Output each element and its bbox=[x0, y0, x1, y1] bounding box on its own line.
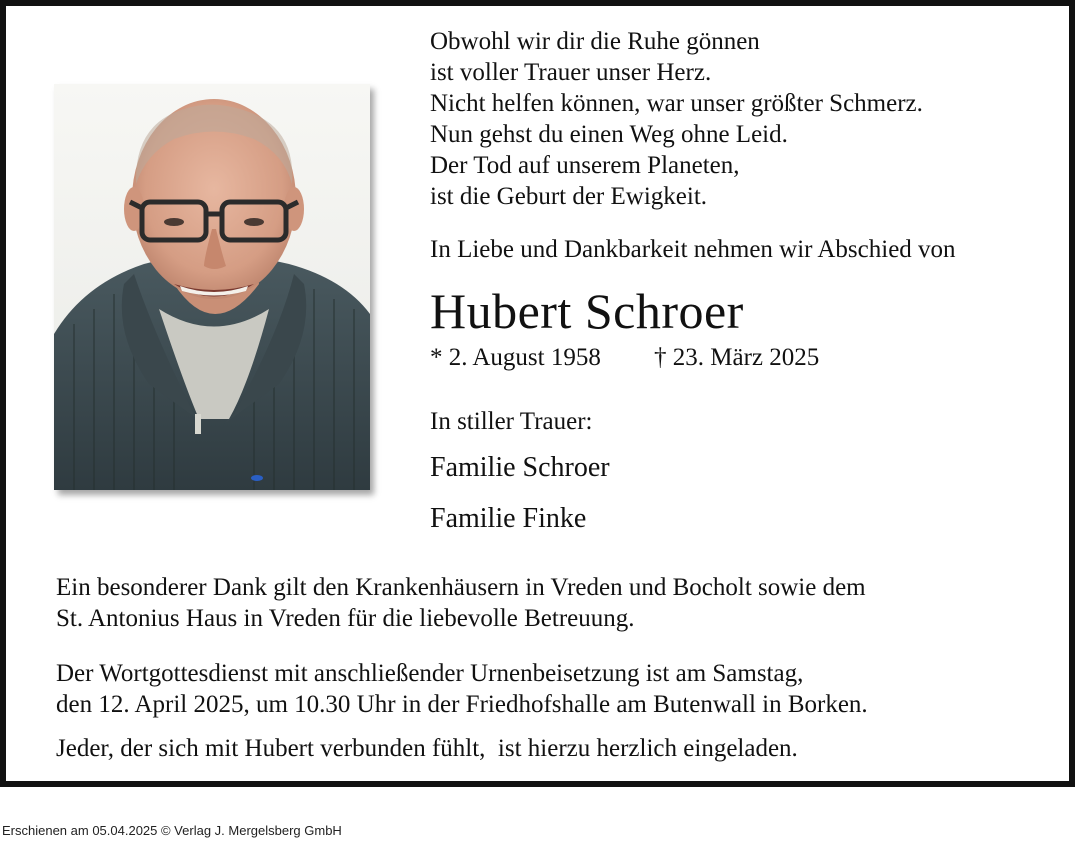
mourner-family: Familie Finke bbox=[430, 503, 587, 534]
thanks-paragraph bbox=[56, 572, 866, 634]
service-line: den 12. April 2025, um 10.30 Uhr in der Friedhofshalle am Butenwall in Borken. bbox=[56, 691, 868, 718]
farewell-intro: In Liebe und Dankbarkeit nehmen wir Abschied von bbox=[430, 236, 956, 263]
poem bbox=[430, 26, 923, 212]
mourners-label: In stiller Trauer: bbox=[430, 408, 593, 435]
poem-line: Obwohl wir dir die Ruhe gönnen bbox=[430, 28, 760, 55]
poem-line: Der Tod auf unserem Planeten, bbox=[430, 152, 740, 179]
mourner-family: Familie Schroer bbox=[430, 452, 610, 483]
service-paragraph bbox=[56, 658, 868, 720]
portrait-illustration bbox=[54, 84, 370, 490]
poem-line: ist voller Trauer unser Herz. bbox=[430, 59, 712, 86]
publication-footer: Erschienen am 05.04.2025 © Verlag J. Mergelsberg GmbH bbox=[2, 823, 342, 838]
poem-line: ist die Geburt der Ewigkeit. bbox=[430, 183, 708, 210]
invitation-text: Jeder, der sich mit Hubert verbunden fühlt, ist hierzu herzlich eingeladen. bbox=[56, 735, 798, 762]
death-date: † 23. März 2025 bbox=[654, 344, 820, 371]
portrait-photo bbox=[54, 84, 370, 490]
service-line: Der Wortgottesdienst mit anschließender Urnenbeisetzung ist am Samstag, bbox=[56, 660, 804, 687]
thanks-line: Ein besonderer Dank gilt den Krankenhäusern in Vreden und Bocholt sowie dem bbox=[56, 574, 866, 601]
poem-line: Nicht helfen können, war unser größter Schmerz. bbox=[430, 90, 923, 117]
thanks-line: St. Antonius Haus in Vreden für die liebevolle Betreuung. bbox=[56, 605, 635, 632]
deceased-name: Hubert Schroer bbox=[430, 283, 744, 339]
birth-date: * 2. August 1958 bbox=[430, 344, 601, 371]
poem-line: Nun gehst du einen Weg ohne Leid. bbox=[430, 121, 788, 148]
